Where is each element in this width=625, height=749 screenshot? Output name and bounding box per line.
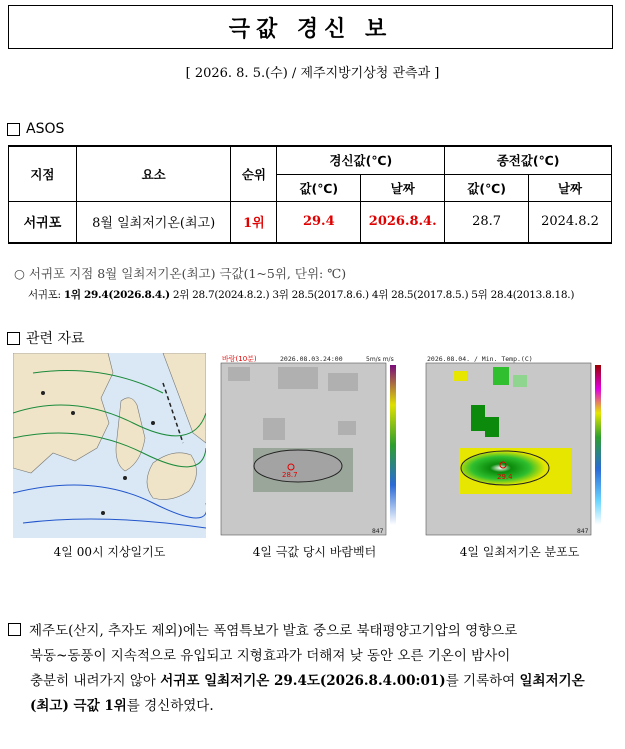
asos-section-label: ASOS xyxy=(26,121,65,137)
wind-vector-map xyxy=(218,353,411,538)
header-prev-date: 날짜 xyxy=(529,174,612,201)
min-temp-corner: 847 xyxy=(577,528,589,535)
para-line-4 xyxy=(8,694,618,719)
para-line-3c: 를 기록하여 xyxy=(445,673,520,689)
cell-element: 8월 일최저기온(최고) xyxy=(76,201,231,243)
header-prev-val: 값(℃) xyxy=(445,174,529,201)
title-box xyxy=(8,5,613,49)
para-line-3a: 충분히 내려가지 않아 xyxy=(30,673,161,689)
caption-surface-map: 4일 00시 지상일기도 xyxy=(53,545,166,559)
cell-prev-value: 28.7 xyxy=(445,201,529,243)
rank-list xyxy=(28,287,574,302)
related-section-header xyxy=(7,328,85,348)
header-prev-value: 종전값(℃) xyxy=(445,146,612,174)
wind-map-header-mid: 2026.08.03.24:00 xyxy=(280,355,343,363)
wind-map-header-left: 바람(10분) xyxy=(222,355,257,363)
wind-map-header-right: 5m/s m/s xyxy=(366,356,394,363)
rank-list-first: 1위 29.4(2026.8.4.) xyxy=(63,289,170,301)
caption-wind-map: 4일 극값 당시 바람벡터 xyxy=(252,545,377,559)
cell-rank: 1위 xyxy=(231,201,277,243)
para-line-1: 제주도(산지, 추자도 제외)에는 폭염특보가 발효 중으로 북태평양고기압의 영향으로 xyxy=(29,623,518,639)
rank-note: ○ 서귀포 지점 8월 일최저기온(최고) 극값(1~5위, 단위: ℃) xyxy=(14,266,347,281)
para-line-3 xyxy=(8,669,618,694)
cell-prev-date: 2024.8.2 xyxy=(529,201,612,243)
min-temp-marker: 29.4 xyxy=(497,473,513,481)
caption-min-temp-map: 4일 일최저기온 분포도 xyxy=(459,545,580,559)
surface-map-graphic xyxy=(13,353,206,538)
observation-table xyxy=(8,145,612,244)
wind-map-corner: 847 xyxy=(372,528,384,535)
para-line-3d: 일최저기온 xyxy=(519,673,585,689)
header-new-date: 날짜 xyxy=(361,174,445,201)
para-line-4b: 를 경신하였다. xyxy=(126,698,214,714)
asos-section-header xyxy=(7,121,64,137)
para-line-2: 북동~동풍이 지속적으로 유입되고 지형효과가 더해져 낮 동안 오른 기온이 밤사이 xyxy=(30,648,511,664)
wind-map-graphic xyxy=(218,353,411,538)
para-line-3b: 서귀포 일최저기온 29.4도(2026.8.4.00:01) xyxy=(160,673,446,689)
checkbox-icon xyxy=(7,332,20,345)
min-temp-graphic xyxy=(423,353,616,538)
summary-paragraph xyxy=(8,619,618,719)
header-element: 요소 xyxy=(76,146,231,201)
para-line-4a: (최고) 극값 1위 xyxy=(30,698,127,714)
min-temp-map xyxy=(423,353,616,538)
rank-list-station: 서귀포: xyxy=(28,289,61,301)
cell-new-date: 2026.8.4. xyxy=(361,201,445,243)
header-new-val: 값(℃) xyxy=(277,174,361,201)
report-subtitle: [ 2026. 8. 5.(수) / 제주지방기상청 관측과 ] xyxy=(185,66,440,81)
min-temp-header: 2026.08.04. / Min. Temp.(C) xyxy=(427,355,533,363)
cell-new-value: 29.4 xyxy=(277,201,361,243)
svg-text:28.7: 28.7 xyxy=(282,471,298,479)
page-title: 극값 경신 보 xyxy=(228,16,393,42)
header-station: 지점 xyxy=(9,146,77,201)
header-new-value: 경신값(℃) xyxy=(277,146,445,174)
rank-list-rest: 2위 28.7(2024.8.2.) 3위 28.5(2017.8.6.) 4위 28.5(2017.8.5.) 5위 28.4(2013.8.18.) xyxy=(172,289,575,301)
cell-station: 서귀포 xyxy=(9,201,77,243)
header-rank: 순위 xyxy=(231,146,277,201)
checkbox-icon xyxy=(8,623,21,636)
related-section-label: 관련 자료 xyxy=(26,331,85,347)
surface-weather-map xyxy=(13,353,206,538)
checkbox-icon xyxy=(7,123,20,136)
